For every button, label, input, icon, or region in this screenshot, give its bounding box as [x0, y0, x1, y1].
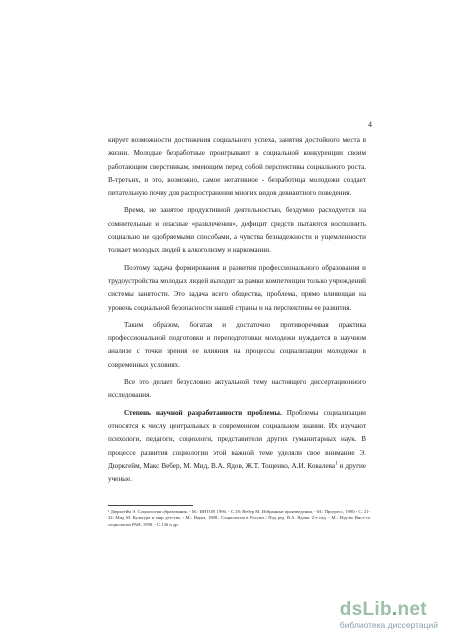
paragraph-3: Поэтому задача формирования и развития профессионального образования и трудоустройства молодых людей выходит за рамки компетенции только учреждений системы занятости. Это задача всего общества, проблема, прямо влияющая на уровень социальной безопасности нашей страны и на перспективы ее развития.: [108, 263, 366, 312]
paragraph-1: кирует возможности достижения социального успеха, занятия достойного места в жизни. Молодые безработные проигрывают в социальной конкуренции своим работающим сверстникам, имеющим перед собой перспективы социального роста. В-третьих, и это, возможно, самое негативное - безработица молодежи создает питательную почву для распространения многих видов девиантного поведения.: [108, 136, 366, 198]
section-heading: Степень научной разработанности проблемы.: [124, 408, 282, 417]
paragraph-5: Все это делает безусловно актуальной тему настоящего диссертационного исследования.: [108, 378, 366, 400]
paragraph-6-tail: и другие ученые.: [108, 461, 366, 484]
body-text: [108, 134, 366, 486]
site-watermark[interactable]: [340, 600, 438, 630]
footnote-ref[interactable]: 1: [335, 461, 338, 467]
paragraph-2: Время, не занятое продуктивной деятельностью, бездумно расходуется на сомнительные и опасные «развлечения», дефицит средств пытаются восполнить социально не одобряемыми способами, а чувства безнадежности и ущемленности толкает молодых людей к алкоголизму и наркомании.: [108, 206, 366, 255]
paragraph-4: Таким образом, богатая и достаточно противоречивая практика профессиональной подготовки и переподготовки молодежи нуждается в научном анализе с точки зрения ее влияния на процессы социализации молодежи в современных условиях.: [108, 320, 366, 369]
page-number: 4: [368, 120, 372, 129]
logo-dot: .: [391, 599, 398, 620]
watermark-logo: [340, 600, 438, 620]
logo-tld: net: [397, 599, 427, 620]
watermark-subtitle: библиотека диссертаций: [339, 620, 438, 630]
logo-main: dsLib: [339, 599, 392, 620]
footnote-divider: [108, 505, 193, 506]
paragraph-6-text: Проблемы социализации относятся к числу центральных в современном социальном знании. Их изучают психологи, педагоги, социологи, представители других гуманитарных наук. В процессе развития социологии этой важной теме уделяли свое внимание Э. Дюркгейм, Макс Вебер, М. Мид, В.А. Ядов, Ж.Т. Тощенко, А.И. Ковалева: [108, 408, 366, 470]
footnote: ¹ Дюркгейм Э. Социология образования. - М.: ИНТОР, 1996. - С.18; Вебер М. Избранные произведения. - М.: Прогресс, 1990.- С. 21-32; Мид М. Культура и мир детства. - М.: Наука, 1988.; Социология в России / Под ред. В.А. Ядова. 2-е изд. - М.: Изд-во Инст-та социологии РАН, 1998. - С.136 и др.: [108, 509, 370, 527]
paragraph-6: [108, 407, 366, 487]
